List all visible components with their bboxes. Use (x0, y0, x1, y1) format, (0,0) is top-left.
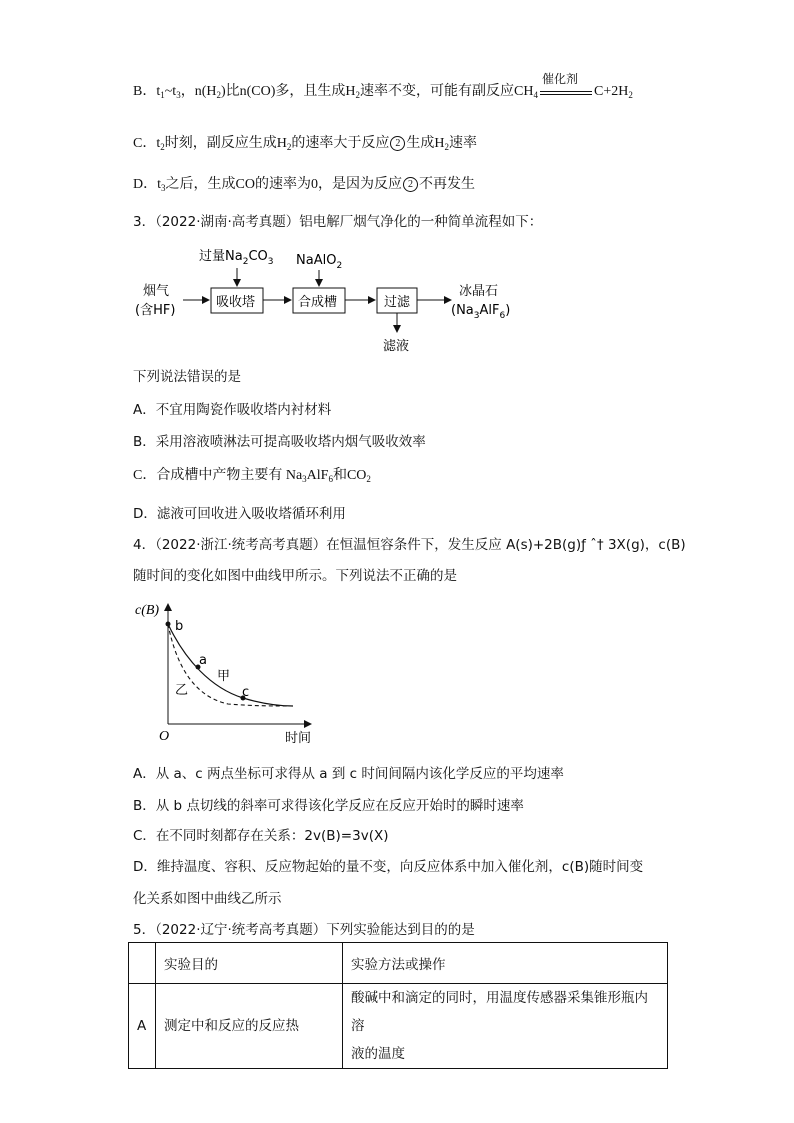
process-flow-diagram (133, 248, 553, 358)
q4-option-c: C．在不同时刻都存在关系：2v(B)=3v(X) (133, 828, 389, 844)
q2-option-d: D．$t_3$之后，生成CO的速率为0，是因为反应 2 不再发生 (133, 177, 475, 193)
table-cell: 测定中和反应的反应热 (156, 984, 343, 1069)
q3-option-d: D．滤液可回收进入吸收塔循环利用 (133, 506, 346, 522)
q4-option-a: A．从 a、c 两点坐标可求得从 a 到 c 时间间隔内该化学反应的平均速率 (133, 766, 564, 782)
point-a-label: a (199, 653, 207, 668)
q4-option-d-line-2: 化关系如图中曲线乙所示 (133, 891, 282, 907)
table-cell: A (129, 984, 156, 1069)
q4-option-d-line-1: D．维持温度、容积、反应物起始的量不变，向反应体系中加入催化剂，c(B)随时间变 (133, 859, 644, 875)
graph-ylabel: c(B) (135, 603, 160, 618)
catalyst-label: 催化剂 (541, 72, 578, 86)
q4-stem-line-2: 随时间的变化如图中曲线甲所示。下列说法不正确的是 (133, 568, 457, 584)
table-row (129, 984, 668, 1069)
q4-option-b: B．从 b 点切线的斜率可求得该化学反应在反应开始时的瞬时速率 (133, 798, 524, 814)
flow-box-synthesizer-label: 合成槽 (298, 295, 338, 310)
point-b (166, 622, 171, 627)
table-header-cell: 实验方法或操作 (343, 943, 668, 984)
flow-reagent-1: 过量$Na_2CO_3$ (199, 249, 274, 267)
catalyst-arrow (538, 72, 594, 102)
graph-xlabel: 时间 (285, 731, 312, 746)
q2-option-c: C．$t_2$时刻，副反应生成$H_2$的速率大于反应 2 生成$H_2$速率 (133, 136, 477, 152)
curve-yi-label: 乙 (175, 683, 189, 698)
flow-input-label: 烟气 (143, 284, 170, 299)
flow-reagent-2: NaAlO$_2$ (296, 253, 343, 271)
q3-stem: 3．（2022·湖南·高考真题）铝电解厂烟气净化的一种简单流程如下： (133, 214, 543, 230)
flow-product-label: 冰晶石 (459, 284, 499, 299)
q3-option-c: C．合成槽中产物主要有 $Na_3AlF_6$和$CO_2$ (133, 468, 371, 484)
flow-box-absorber-label: 吸收塔 (216, 295, 256, 310)
flow-input-label: (含HF) (135, 303, 176, 318)
point-b-label: b (175, 619, 184, 634)
flow-box-filter-label: 过滤 (384, 295, 411, 310)
q4-stem-line-1: 4．（2022·浙江·统考高考真题）在恒温恒容条件下，发生反应 A(s)+2B(g)ƒ ˆ† 3X(g)，c(B) (133, 537, 686, 553)
table-cell (343, 984, 668, 1069)
concentration-time-graph (133, 600, 333, 750)
point-c-label: c (242, 685, 250, 700)
table-cell-line: 酸碱中和滴定的同时，用温度传感器采集锥形瓶内溶 (351, 990, 648, 1034)
circled-number: 2 (403, 177, 418, 192)
table-header-cell (129, 943, 156, 984)
q2-option-b: B．$t_1\sim t_3$，$n(H_2)$比n(CO)多，且生成$H_2$速率不变，可能有副反应$CH_4$ 催化剂 $C+2H_2$ (133, 82, 633, 102)
table-header-row (129, 943, 668, 984)
table-header-cell: 实验目的 (156, 943, 343, 984)
flow-waste-label: 滤液 (383, 339, 410, 354)
circled-number: 2 (390, 136, 405, 151)
curve-jia-label: 甲 (217, 669, 231, 684)
q3-option-b: B．采用溶液喷淋法可提高吸收塔内烟气吸收效率 (133, 434, 426, 450)
q5-stem: 5．（2022·辽宁·统考高考真题）下列实验能达到目的的是 (133, 922, 475, 938)
flow-product-formula: $(Na_3AlF_6)$ (451, 303, 511, 321)
graph-origin: O (159, 729, 170, 744)
experiment-table (128, 942, 668, 1069)
table-cell-line: 液的温度 (351, 1046, 405, 1062)
q3-question: 下列说法错误的是 (133, 369, 241, 385)
q3-option-a: A．不宜用陶瓷作吸收塔内衬材料 (133, 402, 332, 418)
